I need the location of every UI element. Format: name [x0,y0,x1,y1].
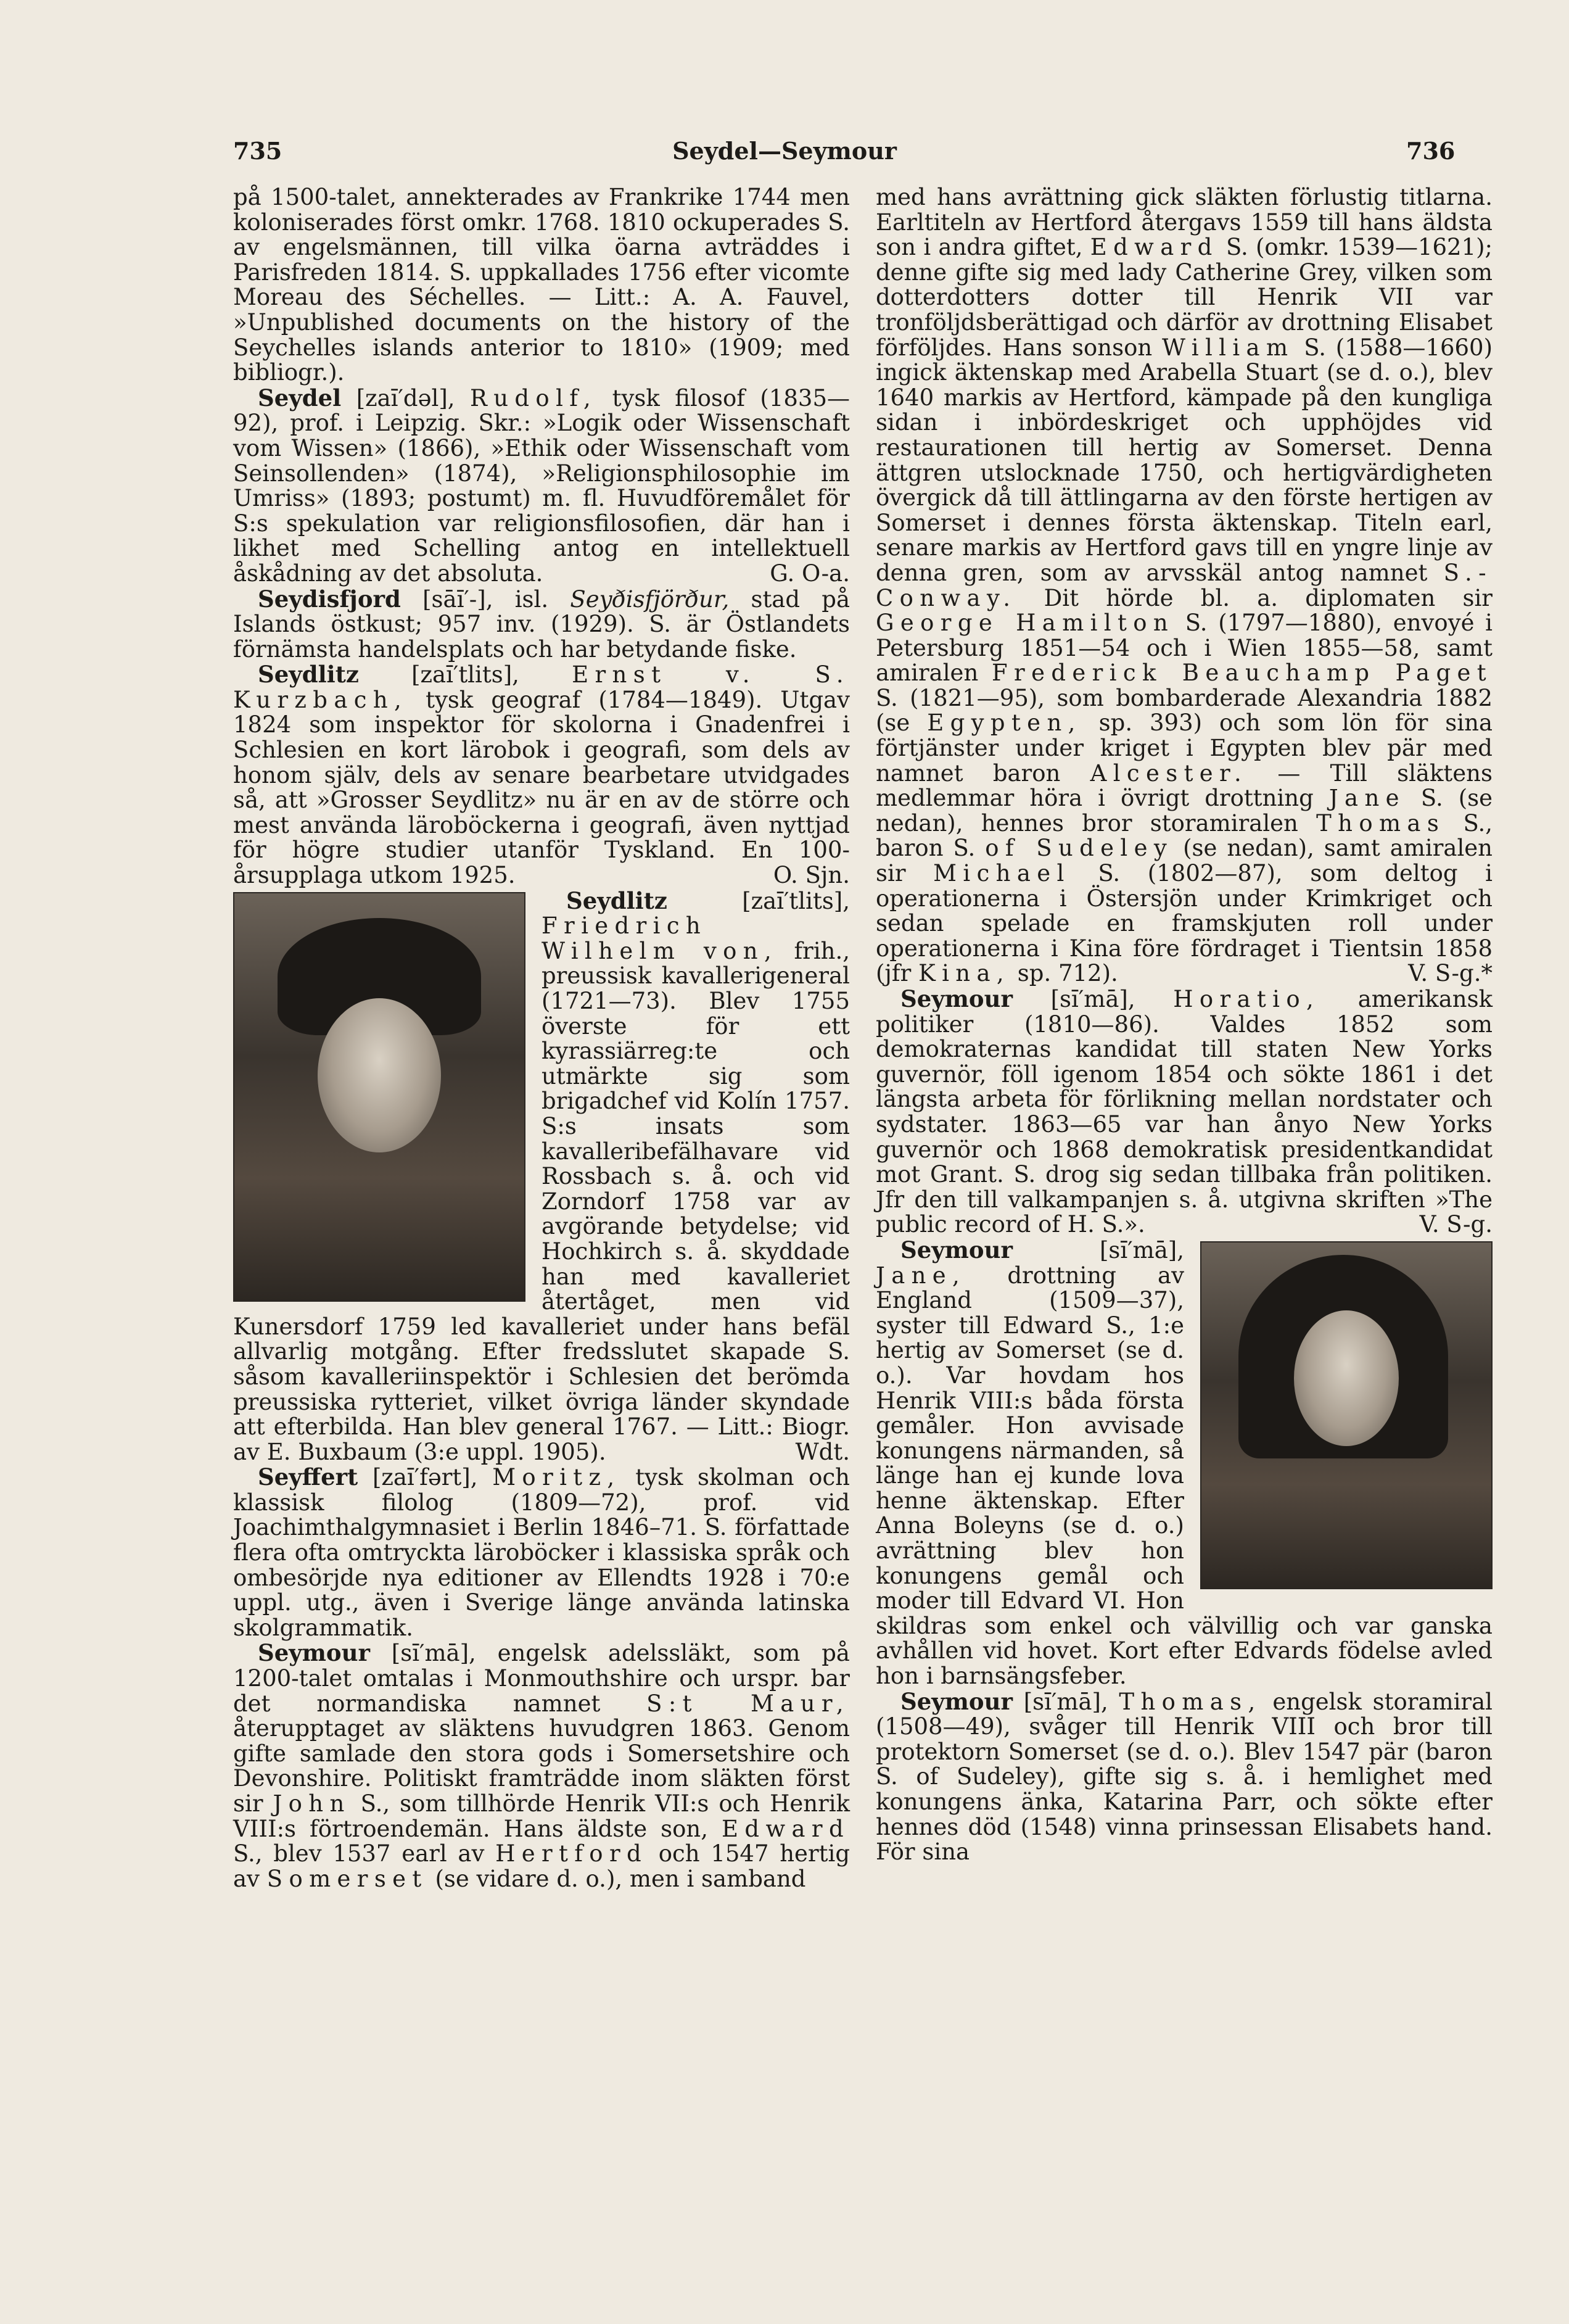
entry-seymour-family: Seymour [sı̄′mā], engelsk adelssläkt, som på 1200-talet omtalas i Monmouthshire och urspr. bar det normandiska namnet S:t Maur, återupptaget av släktens huvudgren 1863. Genom gifte samlade den stora gods i Somersetshire och Devonshire. Politiskt framträdde inom släkten först sir John S., som tillhörde Henrik VII:s och Henrik VIII:s förtroendemän. Hans äldste son, Edward S., blev 1537 earl av Hertford och 1547 hertig av Somerset (se vidare d. o.), men i samband [233,1639,850,1892]
signature: V. S-g. [1419,1211,1493,1238]
signature: O. Sjn. [773,862,850,889]
column-number-right: 736 [1406,137,1456,165]
left-column [233,185,850,1892]
entry-seymour-jane: Seymour [sı̄′mā], Jane, drottning av England (1509—37), syster till Edward S., 1:e hertig av Somerset (se d. o.). Var hovdam hos Henrik VIII:s båda första gemåler. Hon avvisade konungens närmanden, så länge han ej kunde lova henne äktenskap. Efter Anna Boleyns (se d. o.) avrättning blev hon konungens gemål och moder till Edvard VI. Hon skildras som enkel och välvillig och var ganska avhållen vid hovet. Kort efter Edvards födelse avled hon i barnsängsfeber. [876,1236,1493,1690]
running-header: Seydel—Seymour [672,137,897,165]
face-shape [318,998,441,1152]
entry-seydel: Seydel [zaı̄′dəl], Rudolf, tysk filosof (1835—92), prof. i Leipzig. Skr.: »Logik oder Wissenschaft vom Wissen» (1866), »Ethik oder Wissenschaft vom Seinsollenden» (1874), »Religionsphilosophie im Umriss» (1893; postumt) m. fl. Huvudföremålet för S:s spekulation var religionsfilosofien, där han i likhet med Schelling antog en intellektuell åskådning av det absoluta. G. O-a. [233,384,850,587]
signature: Wdt. [795,1438,850,1465]
face-shape [1294,1310,1399,1446]
column-number-left: 735 [233,137,282,165]
seychelles-continuation: på 1500-talet, annekterades av Frankrike 1744 men koloniserades först omkr. 1768. 1810 ockuperades S. av engelsmännen, till vilka öarna avträddes i Parisfreden 1814. S. uppkallades 1756 efter vicomte Moreau des Séchelles. — Litt.: A. A. Fauvel, »Unpublished documents on the history of the Seychelles islands anterior to 1810» (1909; med bibliogr.). [233,184,850,386]
signature: G. O-a. [770,560,850,587]
entry-seydisfjord: Seydisfjord [sāı̄′-], isl. Seyðisfjörður, stad på Islands östkust; 957 inv. (1929). S. är Östlandets förnämsta handelsplats och har betydande fiske. [233,585,850,663]
portrait-seydlitz [233,892,525,1302]
right-column [876,185,1493,1865]
entry-seymour-horatio: Seymour [sı̄′mā], Horatio, amerikansk politiker (1810—86). Valdes 1852 som demokraternas kandidat till staten New Yorks guvernör, föll igenom 1854 och sökte 1861 i det längsta arbeta för förlikning mellan nordstater och sydstater. 1863—65 var han ånyo New Yorks guvernör och 1868 demokratisk presidentkandidat mot Grant. S. drog sig sedan tillbaka från politiken. Jfr den till valkampanjen s. å. utgivna skriften »The public record of H. S.». V. S-g. [876,985,1493,1238]
entry-seyffert: Seyffert [zaı̄′fərt], Moritz, tysk skolman och klassisk filolog (1809—72), prof. vid Joachimthalgymnasiet i Berlin 1846–71. S. författade flera ofta omtryckta läroböcker i klassiska språk och ombesörjde nya editioner av Ellendts 1928 i 70:e uppl. utg., även i Sverige länge använda latinska skolgrammatik. [233,1463,850,1641]
seymour-family-continuation: med hans avrättning gick släkten förlustig titlarna. Earltiteln av Hertford återgavs 1559 till hans äldsta son i andra giftet, Edward S. (omkr. 1539—1621); denne gifte sig med lady Catherine Grey, vilken som dotterdotters dotter till Henrik VII var tronföljdsberättigad och därför av drottning Elisabet förföljdes. Hans sonson William S. (1588—1660) ingick äktenskap med Arabella Stuart (se d. o.), blev 1640 markis av Hertford, kämpade på den kungliga sidan i inbördeskriget och upphöjdes vid restaurationen till hertig av Somerset. Denna ättgren utslocknade 1750, och hertigvärdigheten övergick då till ättlingarna av den förste hertigen av Somerset i dennes första äktenskap. Titeln earl, senare markis av Hertford gavs till en yngre linje av denna gren, som av arvsskäl antog namnet S.-Conway. Dit hörde bl. a. diplomaten sir George Hamilton S. (1797—1880), envoyé i Petersburg 1851—54 och i Wien 1855—58, samt amiralen Frederick Beauchamp Paget S. (1821—95), som bombarderade Alexandria 1882 (se Egypten, sp. 393) och som lön för sina förtjänster under kriget i Egypten blev pär med namnet baron Alcester. — Till släktens medlemmar höra i övrigt drottning Jane S. (se nedan), hennes bror storamiralen Thomas S., baron S. of Sudeley (se nedan), samt amiralen sir Michael S. (1802—87), som deltog i operationerna i Östersjön under Krimkriget och sedan spelade en framskjuten roll under operationerna i Kina före fördraget i Tientsin 1858 (jfr Kina, sp. 712). V. S-g.* [876,184,1493,987]
portrait-jane-seymour [1200,1241,1493,1589]
entry-seydlitz-friedrich: Seydlitz [zaı̄′tlits], Friedrich Wilhelm von, frih., preussisk kavallerigeneral (1721—73). Blev 1755 överste för ett kyrassiärreg:te och utmärkte sig som brigadchef vid Kolín 1757. S:s insats som kavalleribefälhavare vid Rossbach s. å. och vid Zorndorf 1758 var av avgörande betydelse; vid Hochkirch s. å. skyddade han med kavalleriet återtåget, men vid Kunersdorf 1759 led kavalleriet under hans befäl allvarlig motgång. Efter fredsslutet skapade S. såsom kavalleriinspektör i Schlesien det berömda preussiska rytteriet, vilket övriga länder skyndade att efterbilda. Han blev general 1767. — Litt.: Biogr. av E. Buxbaum (3:e uppl. 1905). Wdt. [233,887,850,1465]
entry-seymour-thomas: Seymour [sı̄′mā], Thomas, engelsk storamiral (1508—49), svåger till Henrik VIII och bror till protektorn Somerset (se d. o.). Blev 1547 pär (baron S. of Sudeley), gifte sig s. å. i hemlighet med konungens änka, Katarina Parr, och sökte efter hennes död (1548) vinna prinsessan Elisabets hand. För sina [876,1687,1493,1866]
entry-seydlitz-ernst: Seydlitz [zaı̄′tlits], Ernst v. S. Kurzbach, tysk geograf (1784—1849). Utgav 1824 som inspektor för skolorna i Gnadenfrei i Schlesien en kort lärobok i geografi, som dels av honom själv, dels av senare bearbetare utvidgades så, att »Grosser Seydlitz» nu är en av de större och mest använda läroböckerna i geografi, även nyttjad för högre studier utanför Tyskland. En 100-årsupplaga utkom 1925. O. Sjn. [233,661,850,889]
signature: V. S-g.* [1408,960,1493,987]
